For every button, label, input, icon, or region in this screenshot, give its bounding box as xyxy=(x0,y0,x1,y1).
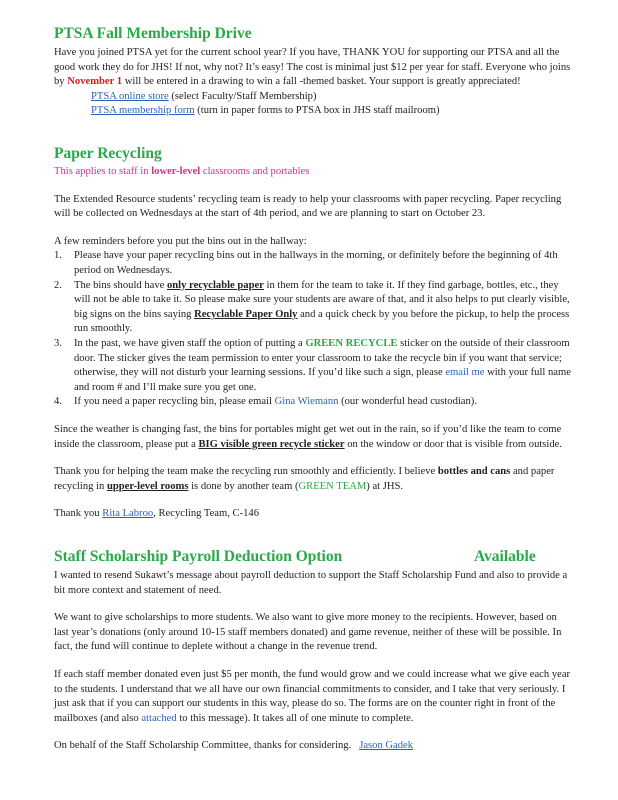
jason-gadek-link[interactable]: Jason Gadek xyxy=(359,740,414,752)
scholarship-section xyxy=(54,548,574,754)
scholarship-paragraph-2: We want to give scholarships to more students. We also want to give more money to the recipients. However, based on last year’s donations (only around 10-15 staff members donated) and game revenue, neither of these will be possible. In fact, the fund will continue to deplete without a change in the revenue trend. xyxy=(54,612,562,653)
ptsa-section xyxy=(54,25,574,119)
ptsa-membership-form-link[interactable]: PTSA membership form xyxy=(91,105,195,117)
reminders-lead: A few reminders before you put the bins out in the hallway: xyxy=(54,235,307,247)
recycling-signature: Thank you Rita Labroo, Recycling Team, C-146 xyxy=(54,508,260,520)
list-item: 4. If you need a paper recycling bin, please email Gina Wiemann (our wonderful head custodian). xyxy=(54,396,477,408)
thanks-paragraph: Thank you for helping the team make the recycling run smoothly and efficiently. I believe bottles and cans and paper recycling in upper-level rooms is done by another team (GREEN TEAM) at JHS. xyxy=(54,466,555,492)
ptsa-form-line: PTSA membership form (turn in paper forms to PTSA box in JHS staff mailroom) xyxy=(91,105,440,117)
ptsa-online-store-link[interactable]: PTSA online store xyxy=(91,90,169,102)
list-item: 2. The bins should have only recyclable paper in them for the team to take it. If they find garbage, bottles, etc., they will not be able to take it. So please make sure your students are aware of that, and it also helps to put clearly visible, big signs on the bins saying Recyclable Paper Only and a quick check by you before the pickup, to help the process run smoothly. xyxy=(54,279,570,335)
recycling-intro: The Extended Resource students’ recycling team is ready to help your classrooms with paper recycling. Paper recycling will be collected on Wednesdays at the start of 4th period, and we are planning to start on October 23. xyxy=(54,193,562,220)
recycling-section xyxy=(54,145,574,522)
ptsa-paragraph: Have you joined PTSA yet for the current school year? If you have, THANK YOU for supporting our PTSA and all the good work they do for JHS! If not, why not? It’s easy! The cost is minimal just $12 per year for staff. Everyone who joins by November 1 will be entered in a drawing to win a fall -themed basket. Your support is greatly appreciated! xyxy=(54,47,571,88)
list-item: 3. In the past, we have given staff the option of putting a GREEN RECYCLE sticker on the outside of their classroom door. The sticker gives the team permission to enter your classroom to take the recycle bin if you want that service; otherwise, they will not disturb your learning sessions. If you’d like such a sign, please email me with your full name and room # and I’ll make sure you get one. xyxy=(54,337,571,393)
ptsa-heading: PTSA Fall Membership Drive xyxy=(54,25,252,42)
attached-link[interactable]: attached xyxy=(141,712,177,724)
recycling-scope-note: This applies to staff in lower-level classrooms and portables xyxy=(54,166,310,177)
deadline-text: November 1 xyxy=(67,76,123,88)
recycling-heading: Paper Recycling xyxy=(54,145,162,162)
available-label: Available xyxy=(474,548,536,565)
ptsa-store-line: PTSA online store (select Faculty/Staff Membership) xyxy=(91,90,317,102)
scholarship-paragraph-1: I wanted to resend Sukawt’s message about payroll deduction to support the Staff Scholarship Fund and also to provide a bit more context and statement of need. xyxy=(54,570,568,596)
scholarship-paragraph-3: If each staff member donated even just $5 per month, the fund would grow and we could increase what we give each year to the students. I understand that we all have our own financial commitments to consider, and I take that very seriously. I just ask that if you can support our students in this way, please do so. The forms are on the counter right in front of the mailboxes (and also attached to this message). It takes all of one minute to complete. xyxy=(54,668,571,724)
scholarship-heading-row xyxy=(54,548,574,566)
email-me-link[interactable]: email me xyxy=(445,367,485,379)
reminders-list xyxy=(54,249,574,410)
scholarship-heading: Staff Scholarship Payroll Deduction Option xyxy=(54,548,343,565)
gina-wiemann-link[interactable]: Gina Wiemann xyxy=(274,396,339,408)
scholarship-closing: On behalf of the Staff Scholarship Committee, thanks for considering. Jason Gadek xyxy=(54,740,414,752)
list-item: 1. Please have your paper recycling bins out in the hallways in the morning, or definitely before the beginning of 4th period on Wednesdays. xyxy=(54,250,558,276)
rita-labroo-link[interactable]: Rita Labroo xyxy=(102,508,154,520)
weather-paragraph: Since the weather is changing fast, the bins for portables might get wet out in the rain, so if you’d like the team to come inside the classroom, please put a BIG visible green recycle sticker on the window or door that is visible from outside. xyxy=(54,423,563,450)
